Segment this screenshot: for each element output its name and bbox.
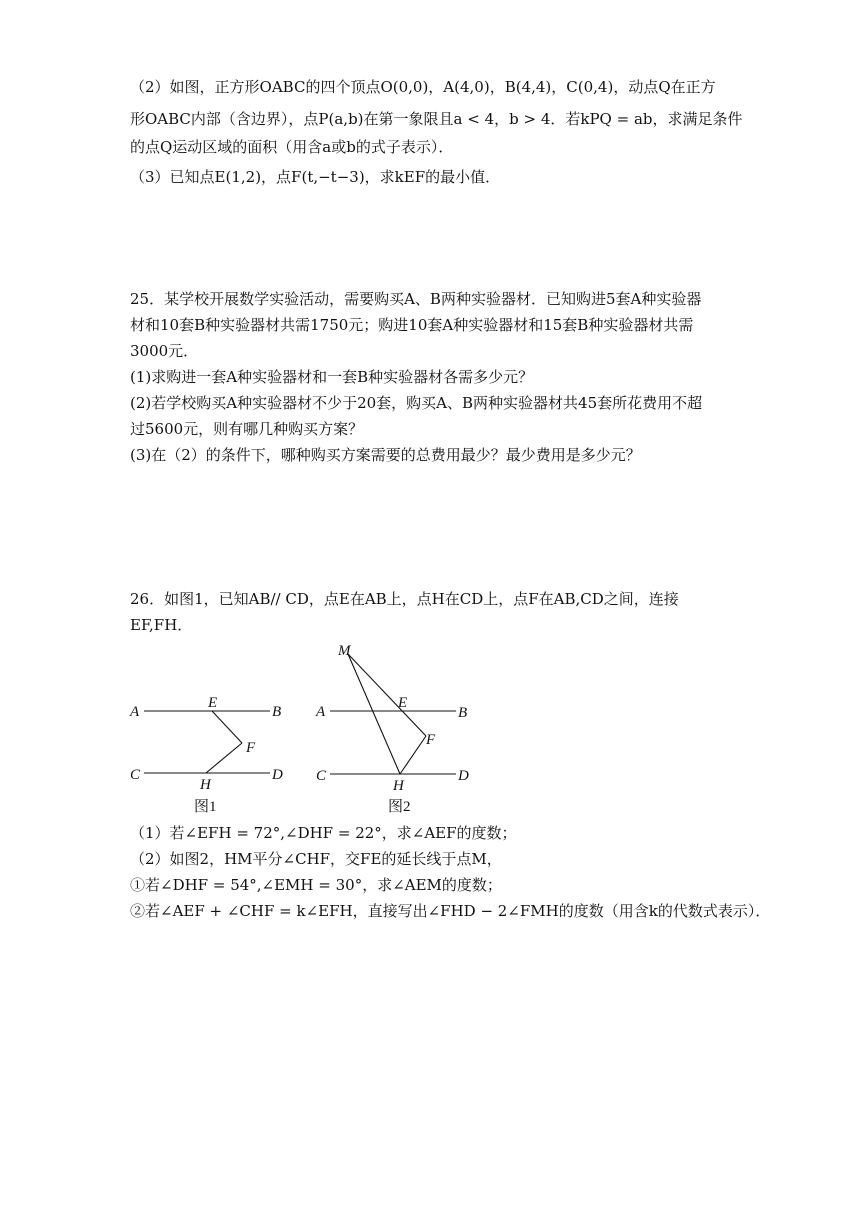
fig1-label-d: D: [272, 767, 283, 783]
q24-line-1: （2）如图，正方形OABC的四个顶点O(0,0)，A(4,0)，B(4,4)，C(0,4)，动点Q在正方: [130, 78, 716, 96]
fig2-segment-mh: [348, 654, 400, 774]
q26-part2-sub1: ①若∠DHF = 54°,∠EMH = 30°，求∠AEM的度数；: [130, 876, 502, 894]
fig2-label-f: F: [426, 732, 436, 748]
fig2-segment-fh: [400, 736, 426, 774]
q25-line-4: (1)求购进一套A种实验器材和一套B种实验器材各需多少元？: [130, 368, 534, 386]
fig1-caption: 图1: [194, 799, 217, 815]
q25-line-6: 过5600元，则有哪几种购买方案？: [130, 420, 364, 438]
q25-line-5: (2)若学校购买A种实验器材不少于20套，购买A、B两种实验器材共45套所花费用不超: [130, 394, 703, 412]
fig2-label-h: H: [393, 778, 404, 794]
fig1-label-f: F: [246, 740, 256, 756]
fig2-label-d: D: [458, 768, 469, 784]
q25-line-1: 25．某学校开展数学实验活动，需要购买A、B两种实验器材．已知购进5套A种实验器: [130, 290, 702, 308]
fig1-segment-fh: [206, 743, 242, 773]
q25-line-2: 材和10套B种实验器材共需1750元；购进10套A种实验器材和15套B种实验器材共需: [130, 316, 694, 334]
q26-figures: [120, 640, 500, 822]
fig2-segment-mf: [348, 654, 426, 736]
q24-line-4: （3）已知点E(1,2)，点F(t,−t−3)，求kEF的最小值．: [130, 168, 501, 186]
fig1-label-a: A: [130, 704, 140, 720]
q26-figures-svg: [120, 640, 500, 818]
figure-1-labels: [129, 695, 283, 793]
fig2-caption: 图2: [388, 799, 411, 815]
fig1-label-h: H: [200, 777, 211, 793]
fig1-label-c: C: [130, 767, 141, 783]
q25-line-7: (3)在（2）的条件下，哪种购买方案需要的总费用最少？最少费用是多少元？: [130, 446, 641, 464]
q26-part1: （1）若∠EFH = 72°,∠DHF = 22°，求∠AEF的度数；: [130, 824, 517, 842]
q26-part2: （2）如图2，HM平分∠CHF，交FE的延长线于点M，: [130, 850, 502, 868]
q24-line-2: 形OABC内部（含边界），点P(a,b)在第一象限且a < 4，b > 4．若kPQ = ab，求满足条件: [130, 110, 743, 128]
q26-line-1: 26．如图1，已知AB// CD，点E在AB上，点H在CD上，点F在AB,CD之间，连接: [130, 590, 679, 608]
fig2-label-b: B: [458, 705, 468, 721]
figure-2: [330, 654, 456, 774]
q26-part2-sub2: ②若∠AEF + ∠CHF = k∠EFH，直接写出∠FHD − 2∠FMH的度数（用含k的代数式表示）．: [130, 902, 771, 920]
fig1-label-e: E: [208, 695, 218, 711]
fig2-label-a: A: [316, 704, 326, 720]
fig1-label-b: B: [272, 704, 282, 720]
q24-line-3: 的点Q运动区域的面积（用含a或b的式子表示）．: [130, 138, 454, 156]
q26-line-2: EF,FH．: [130, 616, 193, 634]
q25-line-3: 3000元．: [130, 342, 199, 360]
figure-2-labels: [315, 643, 469, 794]
fig1-segment-ef: [212, 711, 242, 743]
fig2-label-e: E: [398, 695, 408, 711]
fig2-label-m: M: [338, 643, 351, 659]
fig2-label-c: C: [316, 768, 327, 784]
